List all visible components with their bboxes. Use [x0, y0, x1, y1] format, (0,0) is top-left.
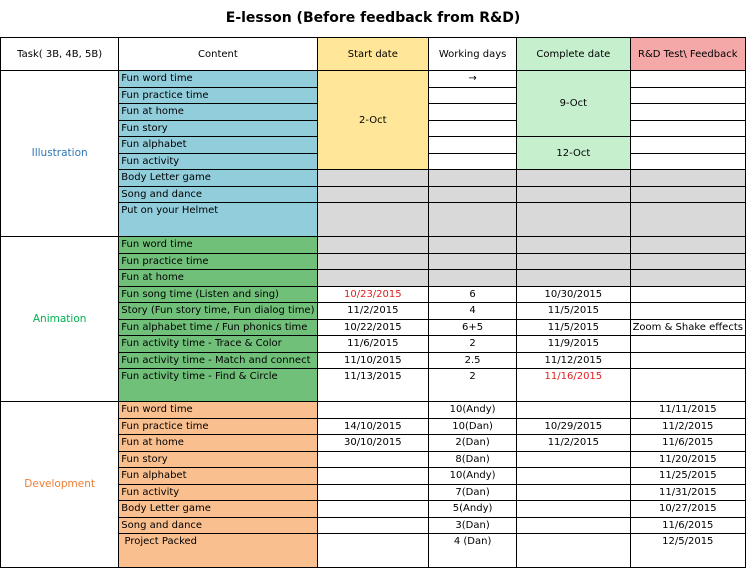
content-cell[interactable]: Fun alphabet: [119, 468, 317, 485]
header-content[interactable]: Content: [119, 38, 317, 71]
feedback-cell[interactable]: 11/25/2015: [630, 468, 745, 485]
working-days-cell[interactable]: 10(Andy): [429, 402, 517, 419]
content-cell[interactable]: Song and dance: [119, 186, 317, 203]
header-row: [1, 38, 746, 71]
table-row: [1, 237, 746, 254]
working-days-cell[interactable]: 4 (Dan): [429, 534, 517, 568]
complete-date-cell[interactable]: 11/9/2015: [517, 336, 630, 353]
content-cell[interactable]: Fun word time: [119, 237, 317, 254]
start-date-cell[interactable]: [317, 501, 429, 518]
working-days-cell[interactable]: [429, 137, 517, 154]
start-date-cell[interactable]: [317, 253, 429, 270]
feedback-cell[interactable]: 11/31/2015: [630, 484, 745, 501]
content-cell[interactable]: Fun at home: [119, 435, 317, 452]
content-cell[interactable]: Fun song time (Listen and sing): [119, 286, 317, 303]
working-days-cell[interactable]: 6: [429, 286, 517, 303]
content-cell[interactable]: Song and dance: [119, 517, 317, 534]
feedback-cell[interactable]: [630, 237, 745, 254]
working-days-cell[interactable]: 2.5: [429, 352, 517, 369]
working-days-cell[interactable]: [429, 104, 517, 121]
content-cell[interactable]: Fun alphabet time / Fun phonics time: [119, 319, 317, 336]
feedback-cell[interactable]: 11/2/2015: [630, 418, 745, 435]
complete-date-cell[interactable]: [517, 484, 630, 501]
start-date-cell[interactable]: [317, 203, 429, 237]
content-cell[interactable]: Fun activity: [119, 153, 317, 170]
feedback-cell[interactable]: [630, 170, 745, 187]
working-days-cell[interactable]: [429, 270, 517, 287]
content-cell[interactable]: Put on your Helmet: [119, 203, 317, 237]
start-date-cell[interactable]: 30/10/2015: [317, 435, 429, 452]
start-date-cell[interactable]: 14/10/2015: [317, 418, 429, 435]
feedback-cell[interactable]: 10/27/2015: [630, 501, 745, 518]
content-cell[interactable]: Fun story: [119, 120, 317, 137]
arrow-icon: →: [429, 71, 517, 88]
content-cell[interactable]: Fun at home: [119, 270, 317, 287]
start-date-cell[interactable]: [317, 186, 429, 203]
content-cell[interactable]: Fun activity time - Match and connect: [119, 352, 317, 369]
start-date-cell[interactable]: 11/13/2015: [317, 369, 429, 402]
header-complete-date[interactable]: Complete date: [517, 38, 630, 71]
working-days-cell[interactable]: [429, 186, 517, 203]
content-cell[interactable]: Fun practice time: [119, 253, 317, 270]
sheet-title: E-lesson (Before feedback from R&D): [225, 10, 521, 26]
feedback-cell[interactable]: [630, 186, 745, 203]
feedback-cell[interactable]: Zoom & Shake effects: [630, 319, 745, 336]
working-days-cell[interactable]: [429, 203, 517, 237]
complete-date-cell[interactable]: [517, 237, 630, 254]
task-illustration[interactable]: Illustration: [1, 71, 119, 237]
complete-date-cell[interactable]: 11/12/2015: [517, 352, 630, 369]
feedback-cell[interactable]: [630, 369, 745, 402]
task-development[interactable]: Development: [1, 402, 119, 568]
feedback-cell[interactable]: 12/5/2015: [630, 534, 745, 568]
feedback-cell[interactable]: 11/11/2015: [630, 402, 745, 419]
working-days-cell[interactable]: [429, 120, 517, 137]
complete-date-cell[interactable]: [517, 468, 630, 485]
content-cell[interactable]: Fun story: [119, 451, 317, 468]
working-days-cell[interactable]: [429, 253, 517, 270]
working-days-cell[interactable]: 2: [429, 336, 517, 353]
content-cell[interactable]: Fun activity: [119, 484, 317, 501]
working-days-cell[interactable]: 5(Andy): [429, 501, 517, 518]
feedback-cell[interactable]: [630, 336, 745, 353]
complete-date-cell[interactable]: [517, 253, 630, 270]
complete-date-cell[interactable]: 11/5/2015: [517, 303, 630, 320]
content-cell[interactable]: Fun alphabet: [119, 137, 317, 154]
feedback-cell[interactable]: 11/6/2015: [630, 435, 745, 452]
complete-date-cell[interactable]: [517, 451, 630, 468]
table-row: [1, 402, 746, 419]
header-feedback[interactable]: R&D Test\ Feedback: [630, 38, 745, 71]
working-days-cell[interactable]: [429, 237, 517, 254]
header-working-days[interactable]: Working days: [429, 38, 517, 71]
header-task[interactable]: Task( 3B, 4B, 5B): [1, 38, 119, 71]
content-cell[interactable]: Fun activity time - Find & Circle: [119, 369, 317, 402]
content-cell[interactable]: Body Letter game: [119, 170, 317, 187]
working-days-cell[interactable]: 10(Andy): [429, 468, 517, 485]
feedback-cell[interactable]: [630, 303, 745, 320]
start-date-cell[interactable]: [317, 534, 429, 568]
feedback-cell[interactable]: [630, 153, 745, 170]
complete-date-cell[interactable]: [517, 402, 630, 419]
complete-date-cell[interactable]: [517, 186, 630, 203]
content-cell[interactable]: Fun at home: [119, 104, 317, 121]
feedback-cell[interactable]: [630, 71, 745, 88]
content-cell[interactable]: Project Packed: [119, 534, 317, 568]
feedback-cell[interactable]: [630, 87, 745, 104]
complete-date-cell[interactable]: 10/30/2015: [517, 286, 630, 303]
complete-date-cell[interactable]: [517, 270, 630, 287]
working-days-cell[interactable]: 7(Dan): [429, 484, 517, 501]
working-days-cell[interactable]: 2: [429, 369, 517, 402]
start-date-cell[interactable]: [317, 517, 429, 534]
complete-date-cell[interactable]: [517, 170, 630, 187]
schedule-table: [0, 37, 746, 568]
working-days-cell[interactable]: 6+5: [429, 319, 517, 336]
feedback-cell[interactable]: [630, 120, 745, 137]
feedback-cell[interactable]: [630, 286, 745, 303]
start-date-cell[interactable]: 10/23/2015: [317, 286, 429, 303]
working-days-cell[interactable]: 2(Dan): [429, 435, 517, 452]
feedback-cell[interactable]: [630, 352, 745, 369]
feedback-cell[interactable]: [630, 137, 745, 154]
feedback-cell[interactable]: [630, 270, 745, 287]
content-cell[interactable]: Fun practice time: [119, 418, 317, 435]
complete-date-cell[interactable]: 11/16/2015: [517, 369, 630, 402]
complete-date-cell[interactable]: 10/29/2015: [517, 418, 630, 435]
feedback-cell[interactable]: 11/6/2015: [630, 517, 745, 534]
start-date-cell[interactable]: [317, 484, 429, 501]
feedback-cell[interactable]: 11/20/2015: [630, 451, 745, 468]
complete-date-cell[interactable]: [517, 517, 630, 534]
working-days-cell[interactable]: 3(Dan): [429, 517, 517, 534]
start-date-cell[interactable]: 2-Oct: [317, 71, 429, 170]
task-animation[interactable]: Animation: [1, 237, 119, 402]
content-cell[interactable]: Story (Fun story time, Fun dialog time): [119, 303, 317, 320]
start-date-cell[interactable]: [317, 270, 429, 287]
content-cell[interactable]: Fun word time: [119, 71, 317, 88]
content-cell[interactable]: Body Letter game: [119, 501, 317, 518]
start-date-cell[interactable]: [317, 237, 429, 254]
start-date-cell[interactable]: [317, 170, 429, 187]
start-date-cell[interactable]: 11/6/2015: [317, 336, 429, 353]
complete-date-cell[interactable]: [517, 203, 630, 237]
complete-date-cell[interactable]: 12-Oct: [517, 137, 630, 170]
working-days-cell[interactable]: 10(Dan): [429, 418, 517, 435]
feedback-cell[interactable]: [630, 203, 745, 237]
start-date-cell[interactable]: [317, 451, 429, 468]
complete-date-cell[interactable]: 9-Oct: [517, 71, 630, 137]
start-date-cell[interactable]: 11/10/2015: [317, 352, 429, 369]
complete-date-cell[interactable]: [517, 501, 630, 518]
table-row: [1, 71, 746, 88]
content-cell[interactable]: Fun word time: [119, 402, 317, 419]
content-cell[interactable]: Fun practice time: [119, 87, 317, 104]
start-date-cell[interactable]: [317, 468, 429, 485]
complete-date-cell[interactable]: 11/2/2015: [517, 435, 630, 452]
working-days-cell[interactable]: [429, 153, 517, 170]
feedback-cell[interactable]: [630, 104, 745, 121]
working-days-cell[interactable]: [429, 87, 517, 104]
header-start-date[interactable]: Start date: [317, 38, 429, 71]
start-date-cell[interactable]: [317, 402, 429, 419]
working-days-cell[interactable]: 4: [429, 303, 517, 320]
complete-date-cell[interactable]: 11/5/2015: [517, 319, 630, 336]
working-days-cell[interactable]: 8(Dan): [429, 451, 517, 468]
content-cell[interactable]: Fun activity time - Trace & Color: [119, 336, 317, 353]
start-date-cell[interactable]: 10/22/2015: [317, 319, 429, 336]
complete-date-cell[interactable]: [517, 534, 630, 568]
start-date-cell[interactable]: 11/2/2015: [317, 303, 429, 320]
feedback-cell[interactable]: [630, 253, 745, 270]
working-days-cell[interactable]: [429, 170, 517, 187]
